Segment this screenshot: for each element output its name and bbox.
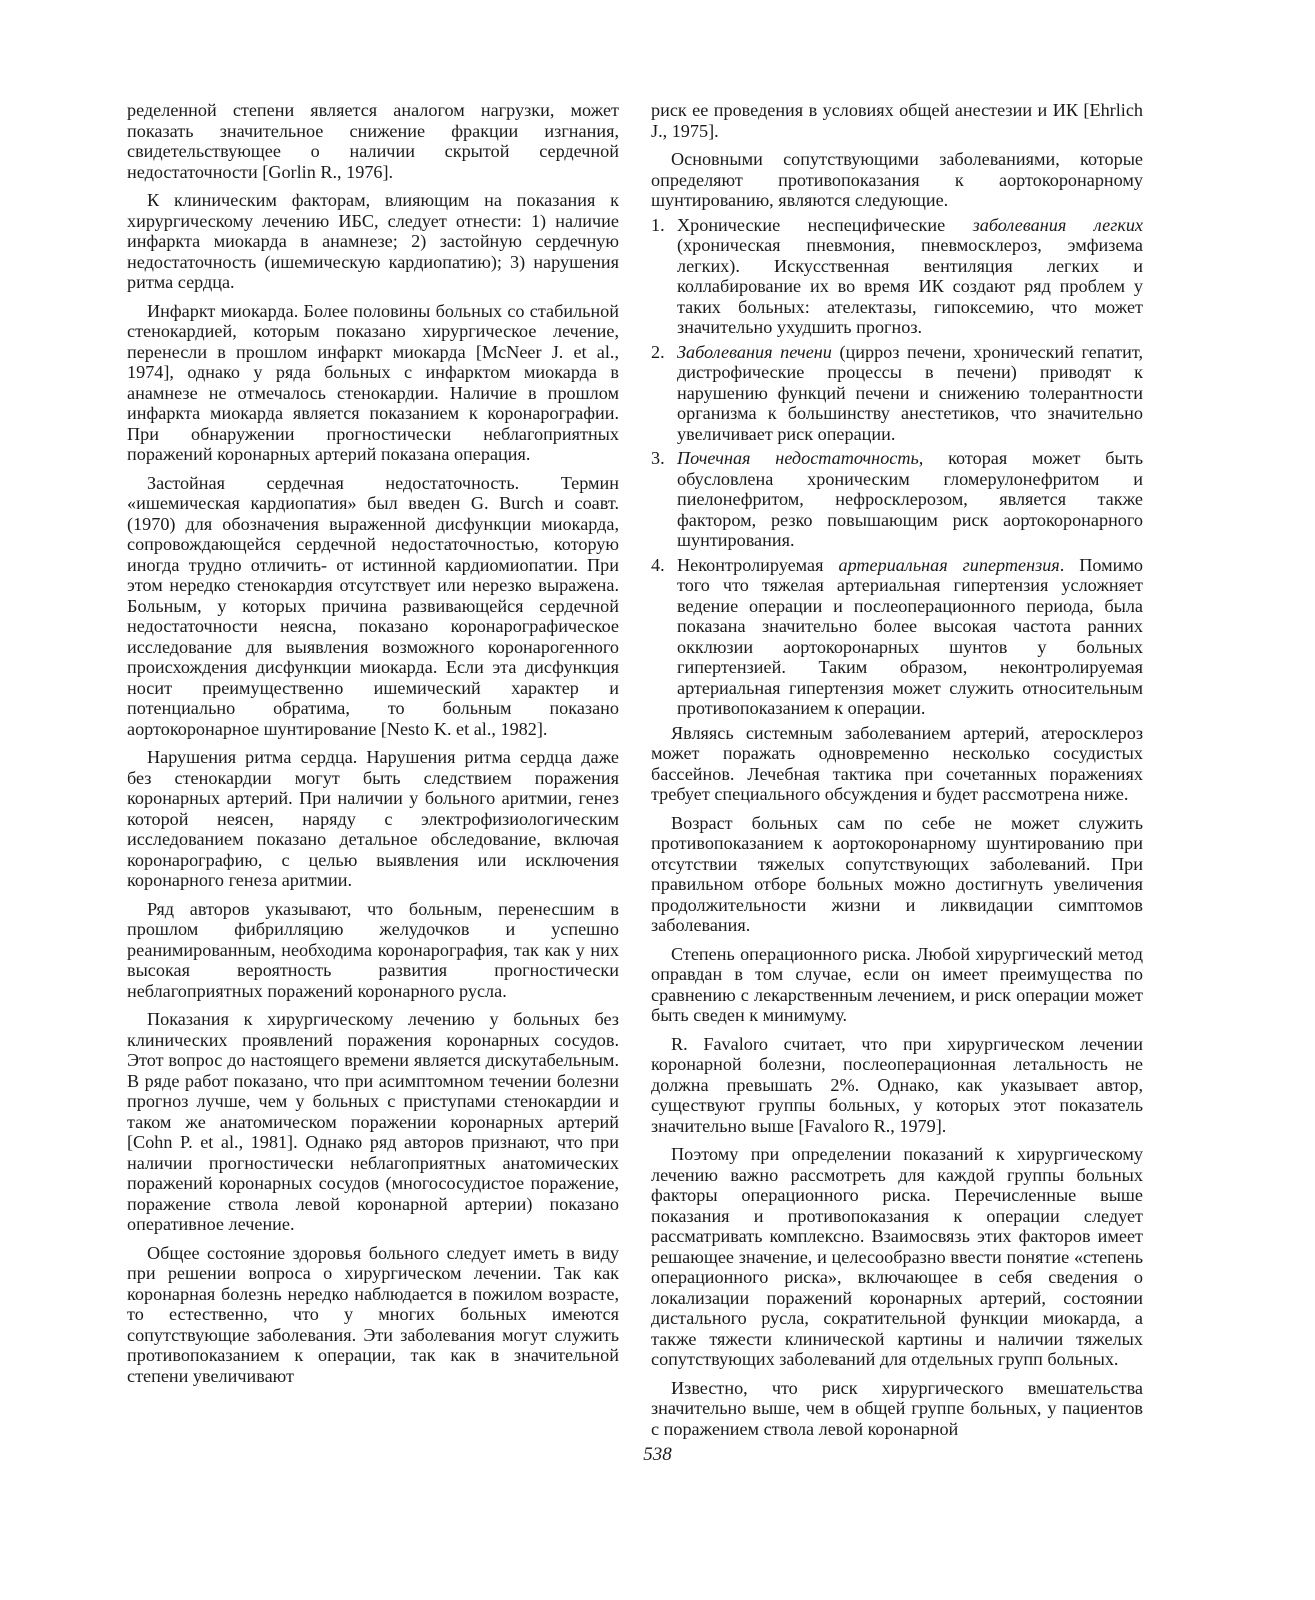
paragraph: R. Favaloro считает, что при хирургическом лечении коронарной болезни, послеоперационная летальность не должна превышать 2%. Однако, как указывает автор, существуют группы больных, у которых этот показатель значительно выше [Favaloro R., 1979]. [651, 1033, 1143, 1136]
paragraph: Степень операционного риска. Любой хирургический метод оправдан в том случае, если он имеет преимущества по сравнению с лекарственным лечением, и риск операции может быть сведен к минимуму. [651, 943, 1143, 1025]
paragraph: Являясь системным заболеванием артерий, атеросклероз может поражать одновременно несколько сосудистых бассейнов. Лечебная тактика при сочетанных поражениях требует специального обсуждения и будет рассмотрена ниже. [651, 722, 1143, 804]
paragraph: Общее состояние здоровья больного следует иметь в виду при решении вопроса о хирургическом лечении. Так как коронарная болезнь нередко наблюдается в пожилом возрасте, то естественно, что у многих больных имеются сопутствующие заболевания. Эти заболевания могут служить противопоказанием к операции, так как в значительной степени увеличивают [127, 1242, 619, 1386]
paragraph: Возраст больных сам по себе не может служить противопоказанием к аортокоронарному шунтированию при отсутствии тяжелых сопутствующих заболеваний. При правильном отборе больных можно достигнуть увеличения продолжительности жизни и ликвидации симптомов заболевания. [651, 812, 1143, 935]
paragraph: Инфаркт миокарда. Более половины больных со стабильной стенокардией, которым показано хирургическое лечение, перенесли в прошлом инфаркт миокарда [McNeer J. et al., 1974], однако у ряда больных с инфарктом миокарда в анамнезе не отмечалось стенокардии. Наличие в прошлом инфаркта миокарда является показанием к коронарографии. При обнаружении прогностически неблагоприятных поражений коронарных артерий показана операция. [127, 300, 619, 464]
page-number: 538 [643, 1444, 672, 1465]
paragraph: Основными сопутствующими заболеваниями, которые определяют противопоказания к аортокоронарному шунтированию, являются следующие. [651, 149, 1143, 210]
right-column [651, 100, 1143, 1447]
list-emphasis: заболевания легких [972, 214, 1143, 235]
list-number: 1. [651, 214, 665, 235]
left-column [127, 100, 619, 1394]
list-text: Неконтролируемая [677, 554, 839, 575]
list-text: которая может быть обусловлена хроническим гломерулонефритом и пиелонефритом, нефросклерозом, является также фактором, резко повышающим риск аортокоронарного шунтирования. [677, 448, 1143, 550]
list-emphasis: Заболевания печени [677, 341, 832, 362]
list-number: 4. [651, 554, 665, 575]
list-emphasis: артериальная гипертензия [838, 554, 1060, 575]
paragraph: Показания к хирургическому лечению у больных без клинических проявлений поражения коронарных сосудов. Этот вопрос до настоящего времени является дискутабельным. В ряде работ показано, что при асимптомном течении болезни прогноз лучше, чем у больных с приступами стенокардии и таком же анатомическом поражении коронарных артерий [Cohn P. et al., 1981]. Однако ряд авторов признают, что при наличии прогностически неблагоприятных анатомических поражений коронарных сосудов (многососудистое поражение, поражение ствола левой коронарной артерии) показано оперативное лечение. [127, 1009, 619, 1234]
list-emphasis: Почечная недостаточность, [677, 448, 924, 468]
list-number: 2. [651, 341, 665, 362]
paragraph: Известно, что риск хирургического вмешательства значительно выше, чем в общей группе больных, у пациентов с поражением ствола левой коронарной [651, 1377, 1143, 1439]
paragraph: Ряд авторов указывают, что больным, перенесшим в прошлом фибрилляцию желудочков и успешно реанимированным, необходима коронарография, так как у них высокая вероятность развития прогностически неблагоприятных поражений коронарного русла. [127, 898, 619, 1001]
paragraph: Застойная сердечная недостаточность. Термин «ишемическая кардиопатия» был введен G. Burch и соавт. (1970) для обозначения выраженной дисфункции миокарда, сопровождающейся сердечной недостаточностью, которую иногда трудно отличить- от истинной кардиомиопатии. При этом нередко стенокардия отсутствует или нерезко выражена. Больным, у которых причина развивающейся сердечной недостаточности неясна, показано коронарографическое исследование для выявления возможного коронарогенного происхождения дисфункции миокарда. Если эта дисфункция носит преимущественно ишемический характер и потенциально обратима, то больным показано аортокоронарное шунтирование [Nesto K. et al., 1982]. [127, 472, 619, 739]
list-number: 3. [651, 448, 665, 468]
paragraph: К клиническим факторам, влияющим на показания к хирургическому лечению ИБС, следует отнести: 1) наличие инфаркта миокарда в анамнезе; 2) застойную сердечную недостаточность (ишемическую кардиопатию); 3) нарушения ритма сердца. [127, 190, 619, 292]
list-text: (хроническая пневмония, пневмосклероз, эмфизема легких). Искусственная вентиляция легких и коллабирование их во время ИК создают ряд проблем у таких больных: ателектазы, гипоксемию, что может значительно ухудшить прогноз. [677, 235, 1143, 337]
paragraph: риск ее проведения в условиях общей анестезии и ИК [Ehrlich J., 1975]. [651, 100, 1143, 141]
list-text: Хронические неспецифические [677, 214, 973, 235]
list-item [651, 215, 1143, 338]
list-text: (цирроз печени, хронический гепатит, дистрофические процессы в печени) приводят к нарушению функций печени и снижению толерантности организма к большинству анестетиков, что значительно увеличивает риск операции. [677, 341, 1143, 444]
list-item [651, 342, 1143, 445]
list-text: . Помимо того что тяжелая артериальная гипертензия усложняет ведение операции и послеоперационного периода, была показана значительно более высокая частота ранних окклюзии аортокоронарных шунтов у больных гипертензией. Таким образом, неконтролируемая артериальная гипертензия может служить относительным противопоказанием к операции. [677, 554, 1144, 718]
list-item [651, 448, 1143, 551]
list-item [651, 555, 1143, 719]
paragraph: Нарушения ритма сердца. Нарушения ритма сердца даже без стенокардии могут быть следствием поражения коронарных артерий. При наличии у больного аритмии, генез которой неясен, наряду с электрофизиологическим исследованием показано детальное обследование, включая коронарографию, с целью выявления или исключения коронарного генеза аритмии. [127, 747, 619, 890]
paragraph: Поэтому при определении показаний к хирургическому лечению важно рассмотреть для каждой группы больных факторы операционного риска. Перечисленные выше показания и противопоказания к операции следует рассматривать комплексно. Взаимосвязь этих факторов имеет решающее значение, и целесообразно ввести понятие «степень операционного риска», включающее в себя сведения о локализации поражений коронарных артерий, состоянии дистального русла, сократительной функции миокарда, а также тяжести клинической картины и наличии тяжелых сопутствующих заболеваний для отдельных групп больных. [651, 1144, 1143, 1369]
paragraph: ределенной степени является аналогом нагрузки, может показать значительное снижение фракции изгнания, свидетельствующее о наличии скрытой сердечной недостаточности [Gorlin R., 1976]. [127, 100, 619, 182]
